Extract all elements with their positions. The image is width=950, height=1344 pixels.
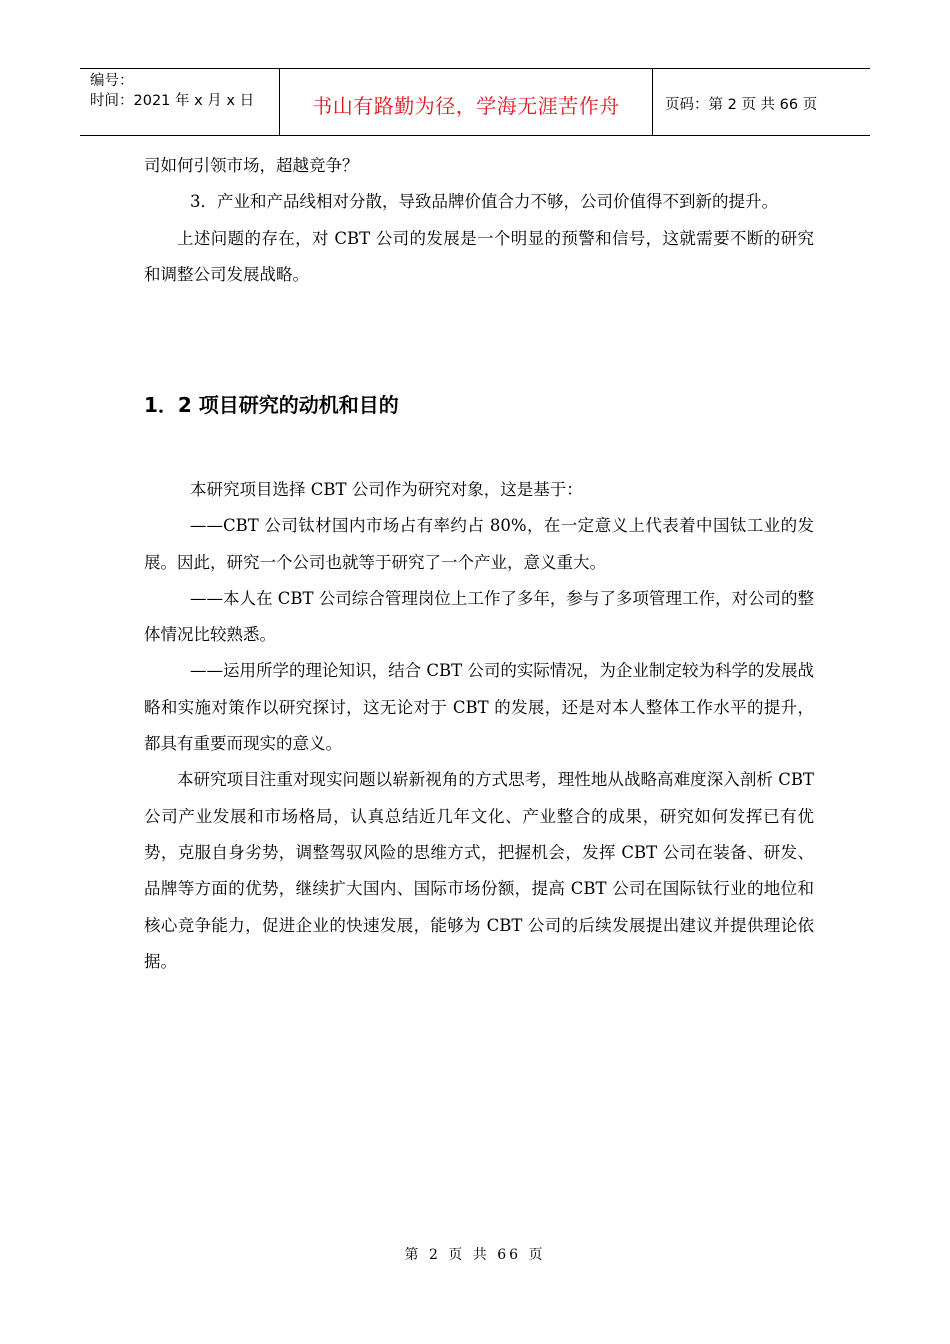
header-motto: 书山有路勤为径，学海无涯苦作舟 [280,69,653,135]
paragraph: ——运用所学的理论知识，结合 CBT 公司的实际情况，为企业制定较为科学的发展战略和实施对策作以研究探讨，这无论对于 CBT 的发展，还是对本人整体工作水平的提升，都具有重要而现实的意义。 [144,661,814,754]
section-body-text [144,472,814,980]
paragraph: 上述问题的存在，对 CBT 公司的发展是一个明显的预警和信号，这就需要不断的研究和调整公司发展战略。 [144,228,814,284]
paragraph: ——本人在 CBT 公司综合管理岗位上工作了多年，参与了多项管理工作，对公司的整体情况比较熟悉。 [144,588,814,645]
paragraph: ——CBT 公司钛材国内市场占有率约占 80%，在一定意义上代表着中国钛工业的发展。因此，研究一个公司也就等于研究了一个产业，意义重大。 [144,516,814,572]
paragraph: 3．产业和产品线相对分散，导致品牌价值合力不够，公司价值得不到新的提升。 [190,192,778,212]
paragraph: 司如何引领市场，超越竞争？ [144,156,359,175]
page-header [80,68,870,136]
header-page-info: 页码：第 2 页 共 66 页 [665,96,818,113]
paragraph: 本研究项目注重对现实问题以崭新视角的方式思考，理性地从战略高难度深入剖析 CBT 公司产业发展和市场格局，认真总结近几年文化、产业整合的成果，研究如何发挥已有优势，克服自身劣势，调整驾驭风险的思维方式，把握机会，发挥 CBT 公司在装备、研发、品牌等方面的优势，继续扩大国内、国际市场份额，提高 CBT 公司在国际钛行业的地位和核心竞争能力，促进企业的快速发展，能够为 CBT 公司的后续发展提出建议并提供理论依据。 [144,770,814,971]
header-meta [80,69,280,135]
document-code-label: 编号： [90,73,134,89]
section-heading: 1．2 项目研究的动机和目的 [144,393,399,417]
paragraph: 本研究项目选择 CBT 公司作为研究对象，这是基于： [190,480,583,499]
body-text [144,148,814,293]
document-date: 时间：2021 年 x 月 x 日 [90,93,255,109]
page-footer: 第 2 页 共 66 页 [404,1247,546,1263]
